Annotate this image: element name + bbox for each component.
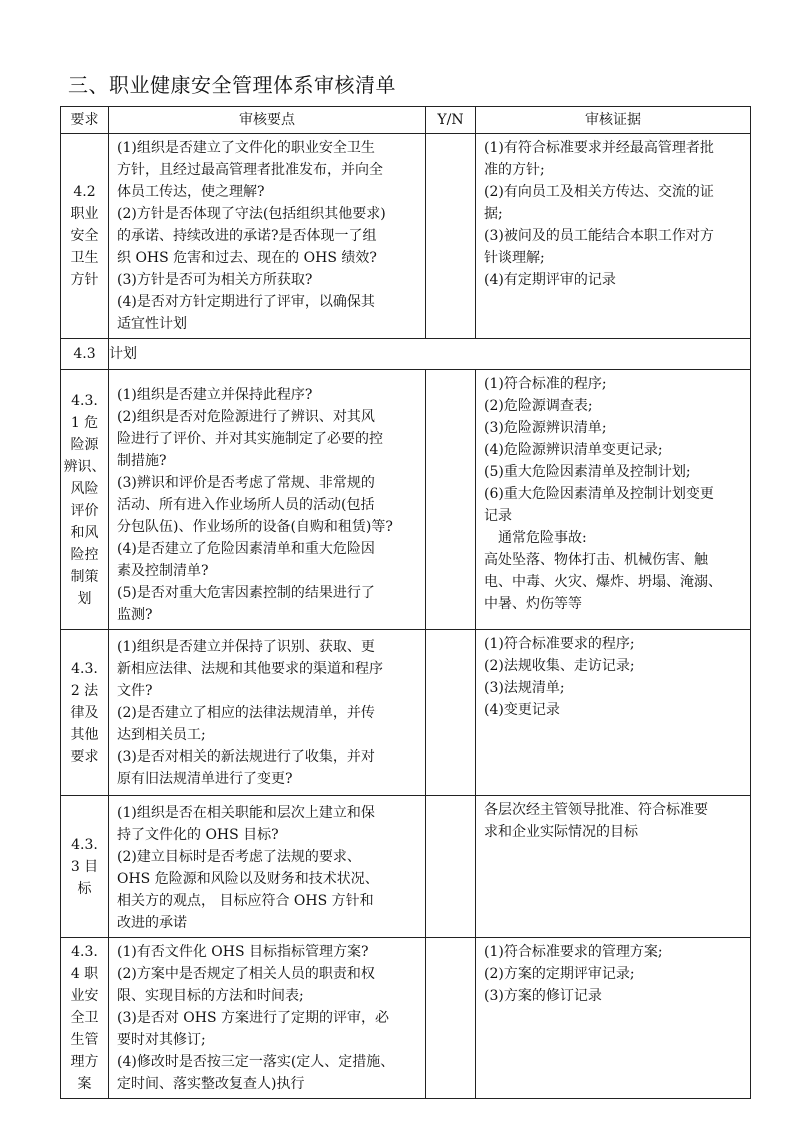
audit-point-line: (4)是否对方针定期进行了评审，以确保其 <box>117 294 375 310</box>
evidence-line: (3)危险源辨识清单; <box>484 420 607 436</box>
requirement-line: 4.3. <box>71 392 98 409</box>
evidence-line: 据; <box>484 206 503 222</box>
table-row <box>61 630 751 796</box>
audit-point-line: 达到相关员工; <box>117 727 206 743</box>
audit-point-line: (1)组织是否在相关职能和层次上建立和保 <box>117 805 375 821</box>
requirement-line: 律及 <box>70 704 99 721</box>
requirement-line: 3 目 <box>70 858 99 875</box>
audit-point-line: OHS 危险源和风险以及财务和技术状况、 <box>117 871 379 887</box>
audit-point-line: 新相应法律、法规和其他要求的渠道和程序 <box>117 661 383 677</box>
audit-point-line: 织 OHS 危害和过去、现在的 OHS 绩效? <box>117 250 377 266</box>
audit-point-line: (5)是否对重大危害因素控制的结果进行了 <box>117 585 375 601</box>
evidence-cell <box>476 796 751 938</box>
evidence-line: (3)方案的修订记录 <box>484 988 602 1004</box>
audit-point-line: (3)是否对 OHS 方案进行了定期的评审，必 <box>117 1010 390 1026</box>
section-label: 计划 <box>109 339 751 370</box>
audit-point-line: (1)组织是否建立并保持此程序? <box>117 387 313 403</box>
table-row <box>61 134 751 339</box>
evidence-line: (3)被问及的员工能结合本职工作对方 <box>484 228 714 244</box>
evidence-line: (2)方案的定期评审记录; <box>484 966 635 982</box>
evidence-line: (1)符合标准的程序; <box>484 376 607 392</box>
evidence-line: (2)有向员工及相关方传达、交流的证 <box>484 184 714 200</box>
audit-point-line: (3)方针是否可为相关方所获取? <box>117 272 313 288</box>
requirement-line: 4.3. <box>71 944 98 960</box>
evidence-line: (2)法规收集、走访记录; <box>484 658 635 674</box>
audit-point-line: 文件? <box>117 683 153 699</box>
audit-points-cell <box>109 134 426 339</box>
audit-points-cell <box>109 630 426 796</box>
page-title: 三、职业健康安全管理体系审核清单 <box>68 73 396 97</box>
audit-point-line: 监测? <box>117 607 153 623</box>
table-row <box>61 796 751 938</box>
audit-checklist-table <box>60 106 751 1099</box>
requirement-line: 业安 <box>70 988 99 1004</box>
audit-point-line: (3)是否对相关的新法规进行了收集，并对 <box>117 749 375 765</box>
requirement-line: 2 法 <box>70 682 99 699</box>
table-row <box>61 370 751 630</box>
evidence-line: 通常危险事故: <box>498 530 587 546</box>
requirement-cell <box>61 339 109 370</box>
evidence-line: 针谈理解; <box>484 250 545 266</box>
requirement-line: 卫生 <box>70 250 99 266</box>
header-requirement: 要求 <box>61 107 109 134</box>
audit-point-line: 活动、所有进入作业场所人员的活动(包括 <box>117 497 375 513</box>
evidence-line: 中暑、灼伤等等 <box>484 596 582 612</box>
audit-point-line: (4)修改时是否按三定一落实(定人、定措施、 <box>117 1054 395 1070</box>
requirement-line: 风险 <box>70 480 99 497</box>
requirement-line: 4.3. <box>71 660 98 677</box>
audit-point-line: 相关方的观点， 目标应符合 OHS 方针和 <box>117 893 374 909</box>
requirement-line: 案 <box>77 1076 92 1092</box>
requirement-line: 1 危 <box>70 414 99 431</box>
audit-points-cell <box>109 938 426 1099</box>
evidence-cell <box>476 630 751 796</box>
audit-point-line: 定时间、落实整改复查人)执行 <box>117 1076 305 1092</box>
audit-point-line: 分包队伍)、作业场所的设备(自购和租赁)等? <box>117 519 393 535</box>
requirement-line: 标 <box>77 880 92 897</box>
requirement-line: 4.2 <box>73 184 96 200</box>
audit-point-line: 要时对其修订; <box>117 1032 206 1048</box>
evidence-line: (3)法规清单; <box>484 680 565 696</box>
yn-cell[interactable] <box>426 370 476 630</box>
header-evidence: 审核证据 <box>476 107 751 134</box>
evidence-line: 高处坠落、物体打击、机械伤害、触 <box>484 552 708 568</box>
audit-point-line: 持了文件化的 OHS 目标? <box>117 827 279 843</box>
requirement-line: 4 职 <box>70 966 99 982</box>
yn-cell[interactable] <box>426 938 476 1099</box>
table-header-row <box>61 107 751 134</box>
audit-point-line: (4)是否建立了危险因素清单和重大危险因 <box>117 541 375 557</box>
audit-point-line: (1)有否文件化 OHS 目标指标管理方案? <box>117 944 369 960</box>
evidence-line: 准的方针; <box>484 162 545 178</box>
audit-point-line: 改进的承诺 <box>117 915 187 931</box>
requirement-line: 职业 <box>70 206 99 222</box>
evidence-line: (6)重大危险因素清单及控制计划变更 <box>484 486 714 502</box>
audit-point-line: 体员工传达，使之理解? <box>117 184 265 200</box>
requirement-line: 评价 <box>70 502 99 519</box>
audit-point-line: (1)组织是否建立并保持了识别、获取、更 <box>117 639 375 655</box>
requirement-cell <box>61 134 109 339</box>
requirement-line: 要求 <box>70 748 99 765</box>
audit-points-cell <box>109 370 426 630</box>
requirement-line: 辨识、 <box>63 458 106 475</box>
audit-point-line: (2)方针是否体现了守法(包括组织其他要求) <box>117 206 386 222</box>
requirement-cell <box>61 796 109 938</box>
evidence-cell <box>476 134 751 339</box>
audit-point-line: 方针，且经过最高管理者批准发布，并向全 <box>117 162 383 178</box>
evidence-line: (4)有定期评审的记录 <box>484 272 616 288</box>
audit-point-line: (2)是否建立了相应的法律法规清单，并传 <box>117 705 375 721</box>
header-yn: Y/N <box>426 107 476 134</box>
evidence-line: 记录 <box>484 508 512 524</box>
evidence-cell <box>476 938 751 1099</box>
requirement-cell <box>61 370 109 630</box>
requirement-line: 安全 <box>70 228 99 244</box>
evidence-line: (5)重大危险因素清单及控制计划; <box>484 464 691 480</box>
requirement-line: 理方 <box>70 1054 99 1070</box>
audit-point-line: 制措施? <box>117 453 167 469</box>
table-row-section <box>61 339 751 370</box>
requirement-line: 划 <box>77 590 92 607</box>
table-row <box>61 938 751 1099</box>
evidence-line: (1)符合标准要求的程序; <box>484 636 635 652</box>
audit-point-line: 适宜性计划 <box>117 316 187 332</box>
evidence-line: 求和企业实际情况的目标 <box>484 824 638 840</box>
evidence-line: 电、中毒、火灾、爆炸、坍塌、淹溺、 <box>484 574 722 590</box>
requirement-line: 制策 <box>70 568 99 585</box>
audit-point-line: (3)辨识和评价是否考虑了常规、非常规的 <box>117 475 375 491</box>
audit-points-cell <box>109 796 426 938</box>
evidence-line: (1)有符合标准要求并经最高管理者批 <box>484 140 714 156</box>
requirement-line: 4.3 <box>73 346 96 362</box>
audit-point-line: 限、实现目标的方法和时间表; <box>117 988 304 1004</box>
requirement-cell <box>61 630 109 796</box>
audit-point-line: 险进行了评价、并对其实施制定了必要的控 <box>117 431 383 447</box>
requirement-line: 险源 <box>70 436 99 453</box>
header-points: 审核要点 <box>109 107 426 134</box>
requirement-line: 其他 <box>70 726 99 743</box>
audit-point-line: 素及控制清单? <box>117 563 209 579</box>
audit-point-line: (2)建立目标时是否考虑了法规的要求、 <box>117 849 361 865</box>
audit-point-line: 原有旧法规清单进行了变更? <box>117 771 293 787</box>
evidence-line: 各层次经主管领导批准、符合标准要 <box>484 802 708 818</box>
evidence-cell <box>476 370 751 630</box>
requirement-line: 方针 <box>70 272 99 288</box>
requirement-line: 和风 <box>70 524 99 541</box>
evidence-line: (4)危险源辨识清单变更记录; <box>484 442 663 458</box>
audit-point-line: (2)方案中是否规定了相关人员的职责和权 <box>117 966 375 982</box>
evidence-line: (4)变更记录 <box>484 702 560 718</box>
audit-point-line: (2)组织是否对危险源进行了辨识、对其风 <box>117 409 375 425</box>
audit-point-line: 的承诺、持续改进的承诺?是否体现一了组 <box>117 228 377 244</box>
yn-cell[interactable] <box>426 134 476 339</box>
requirement-line: 全卫 <box>70 1010 99 1026</box>
requirement-line: 生管 <box>70 1032 99 1048</box>
requirement-cell <box>61 938 109 1099</box>
yn-cell[interactable] <box>426 796 476 938</box>
evidence-line: (1)符合标准要求的管理方案; <box>484 944 663 960</box>
evidence-line: (2)危险源调查表; <box>484 398 593 414</box>
requirement-line: 4.3. <box>71 836 98 853</box>
audit-point-line: (1)组织是否建立了文件化的职业安全卫生 <box>117 140 375 156</box>
yn-cell[interactable] <box>426 630 476 796</box>
requirement-line: 险控 <box>70 546 99 563</box>
